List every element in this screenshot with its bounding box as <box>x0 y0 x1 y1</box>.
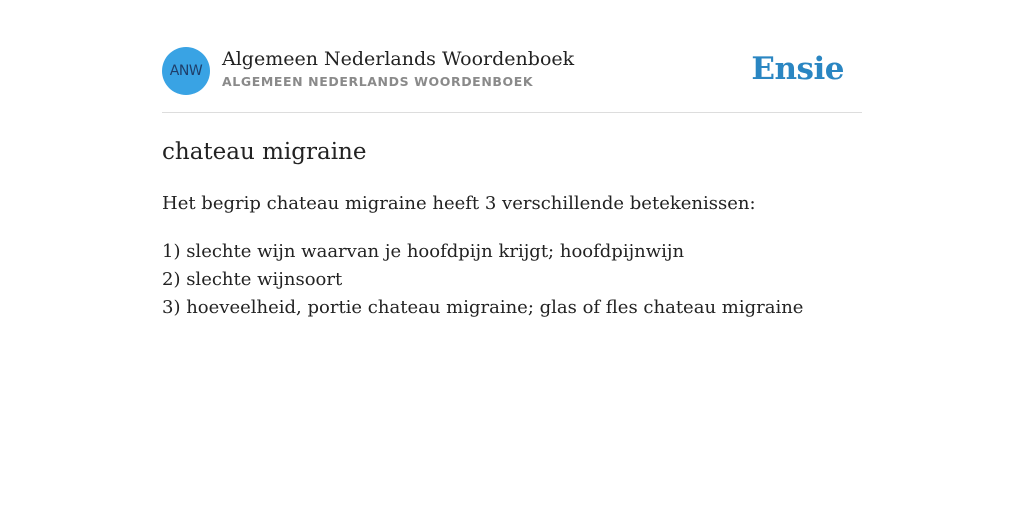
meanings-intro: Het begrip chateau migraine heeft 3 verschillende betekenissen: <box>162 193 756 214</box>
source-subtitle: ALGEMEEN NEDERLANDS WOORDENBOEK <box>222 74 534 89</box>
meaning-item: 1) slechte wijn waarvan je hoofdpijn krijgt; hoofdpijnwijn <box>162 241 685 262</box>
source-title[interactable]: Algemeen Nederlands Woordenboek <box>222 48 575 70</box>
term-heading: chateau migraine <box>162 139 367 165</box>
anw-logo[interactable] <box>162 47 210 95</box>
meaning-item: 3) hoeveelheid, portie chateau migraine; glas of fles chateau migraine <box>162 297 804 318</box>
source-header <box>162 47 862 113</box>
logo-text: ANW <box>169 63 203 79</box>
meaning-item: 2) slechte wijnsoort <box>162 269 343 290</box>
ensie-brand-logo[interactable]: Ensie <box>751 51 844 87</box>
meanings-list <box>162 238 803 322</box>
